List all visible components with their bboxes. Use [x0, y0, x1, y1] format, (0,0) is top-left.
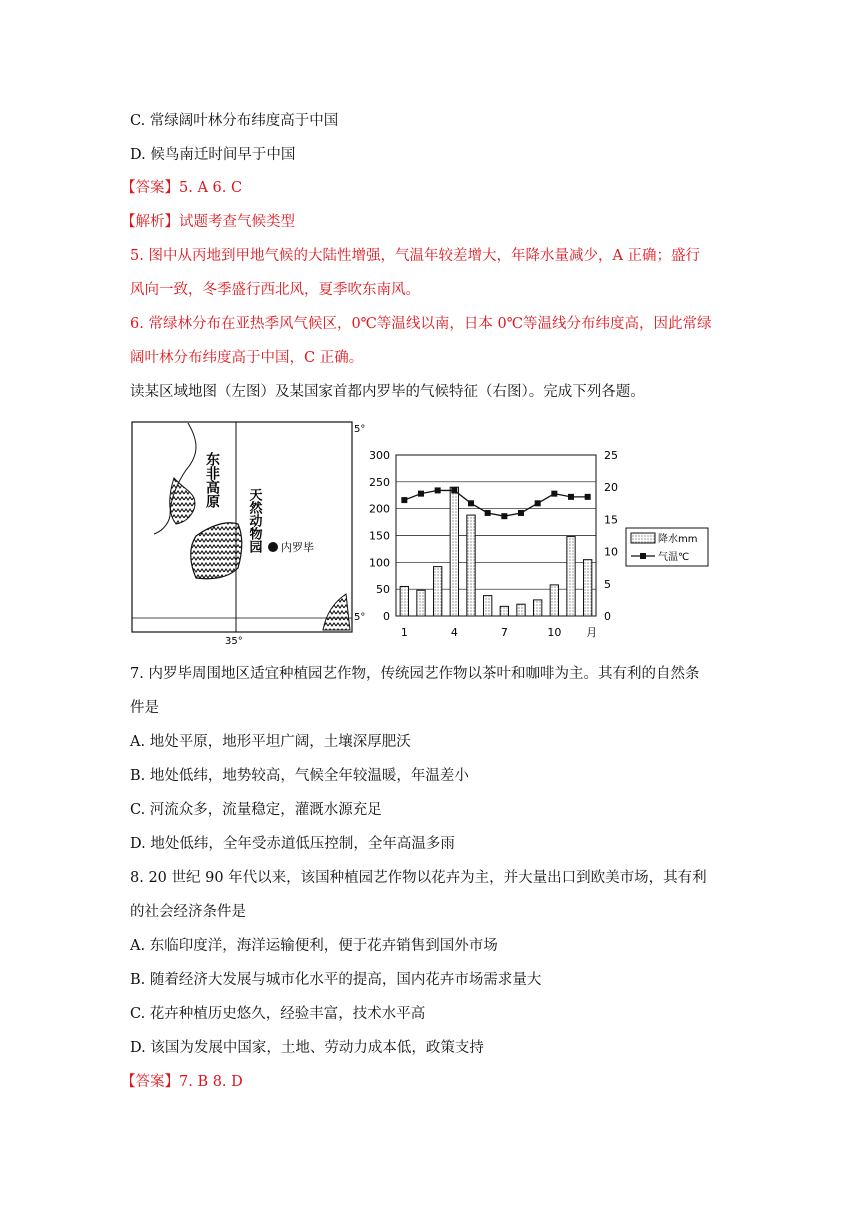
temperature-point — [418, 491, 424, 497]
left-tick-label: 300 — [369, 449, 390, 462]
lon-label: 35° — [225, 636, 243, 646]
answer-tag: 【答案】 — [121, 1074, 179, 1090]
precip-bar — [467, 515, 475, 616]
left-tick-label: 200 — [369, 502, 390, 516]
precip-bar — [434, 567, 442, 616]
legend-temp-marker — [640, 553, 646, 559]
option-d-q7: D. 地处低纬，全年受赤道低压控制，全年高温多雨 — [130, 836, 455, 852]
legend-temp-label: 气温℃ — [658, 552, 690, 563]
temperature-point — [451, 487, 457, 493]
option-a-q8: A. 东临印度洋，海洋运输便利，便于花卉销售到国外市场 — [130, 938, 498, 954]
precip-bar — [417, 590, 425, 616]
left-tick-label: 50 — [376, 583, 390, 597]
question-8-line2: 的社会经济条件是 — [130, 904, 246, 920]
map-label-east-africa-plateau: 东非高原 — [204, 452, 220, 508]
x-tick-label: 10 — [547, 626, 562, 639]
left-tick-label: 250 — [369, 475, 390, 489]
question-8-line1: 8. 20 世纪 90 年代以来，该国种植园艺作物以花卉为主，并大量出口到欧美市场，其有利 — [130, 870, 707, 886]
precip-bar — [500, 606, 508, 616]
map-label-nairobi: 内罗毕 — [281, 541, 314, 554]
temperature-point — [568, 494, 574, 500]
legend-rain-swatch — [631, 533, 655, 543]
right-tick-label: 25 — [604, 449, 618, 462]
precip-bar — [400, 586, 408, 616]
temperature-point — [401, 497, 407, 503]
climate-chart — [369, 449, 708, 639]
x-unit-label: 月 — [586, 626, 598, 639]
analysis-5-line1: 5. 图中从丙地到甲地气候的大陆性增强，气温年较差增大，年降水量减少，A 正确；盛行 — [130, 248, 701, 264]
analysis-tag: 【解析】 — [121, 214, 179, 230]
figure-svg — [128, 418, 718, 646]
lat-label-top: 5° — [354, 424, 366, 435]
precip-bar — [450, 487, 458, 616]
option-c-q8: C. 花卉种植历史悠久，经验丰富，技术水平高 — [130, 1006, 426, 1022]
option-d-q8: D. 该国为发展中国家，土地、劳动力成本低，政策支持 — [130, 1040, 484, 1056]
analysis-6-line2: 阔叶林分布纬度高于中国，C 正确。 — [130, 350, 364, 366]
temperature-point — [485, 510, 491, 516]
x-tick-label: 7 — [500, 626, 508, 639]
map — [132, 422, 365, 646]
option-c-q6: C. 常绿阔叶林分布纬度高于中国 — [130, 113, 339, 129]
right-tick-label: 15 — [604, 513, 618, 527]
question-7-line2: 件是 — [130, 700, 159, 716]
answer-text: 5. A 6. C — [179, 180, 243, 196]
left-tick-label: 0 — [383, 610, 390, 623]
temperature-line — [404, 490, 587, 516]
temperature-point — [585, 494, 591, 500]
option-b-q7: B. 地处低纬，地势较高，气候全年较温暖，年温差小 — [130, 768, 469, 784]
legend-rain-label: 降水mm — [658, 534, 698, 545]
analysis-6-line1: 6. 常绿林分布在亚热季风气候区，0℃等温线以南，日本 0℃等温线分布纬度高，因此常绿 — [130, 316, 712, 332]
temperature-point — [468, 500, 474, 506]
answer-7-8 — [121, 1072, 243, 1092]
temperature-point — [501, 513, 507, 519]
nairobi-marker — [268, 542, 278, 552]
left-tick-label: 100 — [369, 556, 390, 570]
precip-bar — [484, 596, 492, 616]
right-tick-label: 10 — [604, 545, 618, 559]
answer-text: 7. B 8. D — [179, 1074, 243, 1090]
x-tick-label: 4 — [450, 626, 458, 639]
lat-label-bottom: 5° — [354, 612, 366, 623]
option-b-q8: B. 随着经济大发展与城市化水平的提高，国内花卉市场需求量大 — [130, 972, 542, 988]
map-label-national-park: 天然动物园 — [246, 488, 262, 553]
option-d-q6: D. 候鸟南迁时间早于中国 — [130, 147, 296, 163]
temperature-point — [551, 491, 557, 497]
left-tick-label: 150 — [369, 529, 390, 543]
precip-bar — [534, 600, 542, 616]
temperature-point — [435, 487, 441, 493]
figure — [128, 418, 718, 646]
right-tick-label: 20 — [604, 481, 618, 495]
option-a-q7: A. 地处平原，地形平坦广阔，土壤深厚肥沃 — [130, 734, 411, 750]
analysis-text: 试题考查气候类型 — [179, 214, 295, 230]
precip-bar — [567, 537, 575, 616]
right-tick-label: 5 — [604, 577, 611, 591]
precip-bar — [517, 604, 525, 616]
precip-bar — [550, 585, 558, 616]
answer-tag: 【答案】 — [121, 180, 179, 196]
x-tick-label: 1 — [400, 626, 408, 639]
analysis-5-line2: 风向一致，冬季盛行西北风，夏季吹东南风。 — [130, 282, 420, 298]
legend — [626, 528, 708, 566]
analysis-heading — [121, 212, 295, 232]
temperature-point — [518, 510, 524, 516]
question-intro: 读某区域地图（左图）及某国家首都内罗毕的气候特征（右图）。完成下列各题。 — [130, 384, 645, 400]
question-7-line1: 7. 内罗毕周围地区适宜种植园艺作物，传统园艺作物以茶叶和咖啡为主。其有利的自然条 — [130, 666, 700, 682]
option-c-q7: C. 河流众多，流量稳定，灌溉水源充足 — [130, 802, 382, 818]
right-tick-label: 0 — [604, 610, 611, 623]
answer-5-6 — [121, 178, 242, 198]
precip-bar — [584, 560, 592, 616]
temperature-point — [535, 500, 541, 506]
